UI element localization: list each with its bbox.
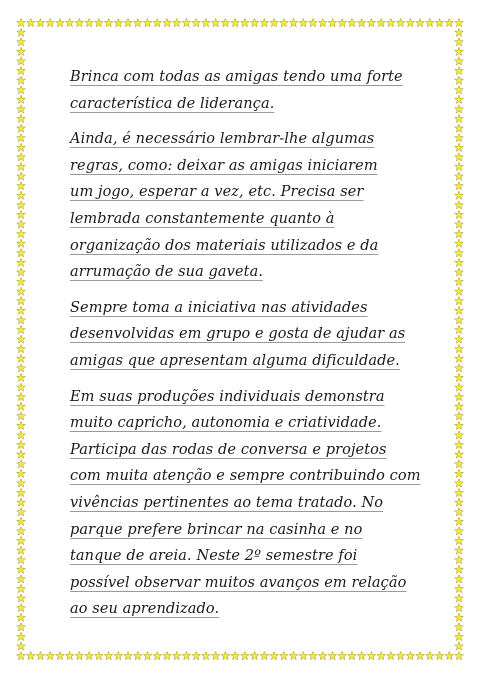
- text-line: com muita atenção e sempre contribuindo com: [70, 468, 421, 485]
- star-icon: [17, 555, 26, 563]
- star-icon: [455, 239, 464, 247]
- star-icon: [94, 18, 103, 26]
- star-icon: [455, 249, 464, 257]
- text-line: amigas que apresentam alguma dificuldade.: [70, 352, 400, 369]
- star-icon: [17, 584, 26, 592]
- star-icon: [386, 18, 395, 26]
- star-icon: [17, 440, 26, 448]
- star-icon: [172, 651, 181, 659]
- star-icon: [231, 18, 240, 26]
- star-icon: [348, 18, 357, 26]
- paragraph-4: [70, 384, 420, 623]
- paragraph-2: [70, 126, 420, 286]
- star-icon: [17, 114, 26, 122]
- star-icon: [17, 66, 26, 74]
- star-icon: [75, 651, 84, 659]
- star-icon: [17, 316, 26, 324]
- star-icon: [455, 546, 464, 554]
- star-icon: [17, 373, 26, 381]
- star-icon: [221, 18, 230, 26]
- star-icon: [17, 402, 26, 410]
- star-icon: [455, 124, 464, 132]
- star-icon: [309, 651, 318, 659]
- star-icon: [455, 603, 464, 611]
- star-icon: [143, 18, 152, 26]
- star-icon: [377, 18, 386, 26]
- star-icon: [17, 517, 26, 525]
- star-icon: [17, 287, 26, 295]
- star-icon: [133, 18, 142, 26]
- star-icon: [270, 18, 279, 26]
- text-line: tanque de areia. Neste 2º semestre foi: [70, 548, 358, 565]
- star-icon: [56, 651, 65, 659]
- star-icon: [17, 575, 26, 583]
- star-icon: [386, 651, 395, 659]
- star-icon: [377, 651, 386, 659]
- star-icon: [250, 651, 259, 659]
- star-icon: [192, 651, 201, 659]
- star-icon: [455, 18, 464, 26]
- star-icon: [182, 651, 191, 659]
- star-icon: [17, 623, 26, 631]
- star-icon: [455, 364, 464, 372]
- star-icon: [455, 479, 464, 487]
- star-icon: [240, 651, 249, 659]
- star-icon: [17, 191, 26, 199]
- text-line: organização dos materiais utilizados e da: [70, 237, 379, 254]
- text-line: possível observar muitos avanços em relação: [70, 574, 407, 591]
- star-icon: [260, 651, 269, 659]
- star-icon: [192, 18, 201, 26]
- star-icon: [348, 651, 357, 659]
- star-icon: [17, 354, 26, 362]
- star-icon: [455, 28, 464, 36]
- star-icon: [153, 18, 162, 26]
- star-icon: [455, 268, 464, 276]
- star-icon: [455, 527, 464, 535]
- star-icon: [455, 306, 464, 314]
- star-icon: [318, 18, 327, 26]
- star-icon: [114, 651, 123, 659]
- star-icon: [211, 651, 220, 659]
- star-icon: [17, 86, 26, 94]
- text-line: um jogo, esperar a vez, etc. Precisa ser: [70, 184, 364, 201]
- star-icon: [17, 229, 26, 237]
- star-icon: [455, 335, 464, 343]
- star-icon: [202, 651, 211, 659]
- star-icon: [455, 316, 464, 324]
- star-icon: [17, 239, 26, 247]
- text-line: característica de liderança.: [70, 95, 275, 112]
- star-icon: [289, 651, 298, 659]
- text-line: ao seu aprendizado.: [70, 601, 220, 618]
- star-icon: [406, 651, 415, 659]
- star-icon: [17, 565, 26, 573]
- star-icon: [17, 344, 26, 352]
- star-icon: [455, 86, 464, 94]
- star-icon: [17, 325, 26, 333]
- star-icon: [17, 479, 26, 487]
- star-icon: [17, 392, 26, 400]
- star-icon: [17, 498, 26, 506]
- star-icon: [455, 220, 464, 228]
- star-icon: [289, 18, 298, 26]
- star-icon: [455, 431, 464, 439]
- star-icon: [455, 258, 464, 266]
- star-icon: [182, 18, 191, 26]
- star-icon: [17, 258, 26, 266]
- star-icon: [56, 18, 65, 26]
- star-icon: [46, 18, 55, 26]
- star-icon: [124, 18, 133, 26]
- star-icon: [85, 18, 94, 26]
- star-icon: [65, 651, 74, 659]
- star-icon: [46, 651, 55, 659]
- star-icon: [17, 105, 26, 113]
- star-icon: [425, 651, 434, 659]
- text-line: desenvolvidas em grupo e gosta de ajudar as: [70, 326, 406, 343]
- star-icon: [455, 555, 464, 563]
- star-icon: [455, 488, 464, 496]
- star-icon: [17, 47, 26, 55]
- star-icon: [455, 565, 464, 573]
- star-icon: [260, 18, 269, 26]
- star-icon: [455, 575, 464, 583]
- star-icon: [163, 651, 172, 659]
- star-icon: [455, 229, 464, 237]
- star-icon: [455, 383, 464, 391]
- star-icon: [455, 133, 464, 141]
- star-icon: [455, 143, 464, 151]
- star-icon: [104, 651, 113, 659]
- star-icon: [455, 536, 464, 544]
- star-icon: [455, 354, 464, 362]
- star-icon: [17, 412, 26, 420]
- star-icon: [338, 651, 347, 659]
- star-icon: [299, 651, 308, 659]
- star-icon: [26, 651, 35, 659]
- star-icon: [17, 162, 26, 170]
- star-icon: [17, 460, 26, 468]
- star-icon: [17, 632, 26, 640]
- star-icon: [455, 642, 464, 650]
- star-icon: [455, 38, 464, 46]
- star-icon: [17, 603, 26, 611]
- star-icon: [17, 133, 26, 141]
- star-icon: [36, 651, 45, 659]
- star-icon: [455, 623, 464, 631]
- star-icon: [17, 38, 26, 46]
- star-icon: [17, 364, 26, 372]
- star-icon: [17, 220, 26, 228]
- star-icon: [17, 210, 26, 218]
- star-icon: [455, 651, 464, 659]
- star-icon: [17, 594, 26, 602]
- star-icon: [221, 651, 230, 659]
- star-icon: [124, 651, 133, 659]
- star-icon: [114, 18, 123, 26]
- star-icon: [133, 651, 142, 659]
- star-icon: [455, 95, 464, 103]
- star-icon: [17, 450, 26, 458]
- star-icon: [455, 613, 464, 621]
- star-icon: [318, 651, 327, 659]
- star-icon: [367, 18, 376, 26]
- star-icon: [357, 651, 366, 659]
- paragraph-1: [70, 64, 420, 117]
- star-icon: [17, 172, 26, 180]
- star-icon: [445, 18, 454, 26]
- star-icon: [455, 287, 464, 295]
- text-line: lembrada constantemente quanto à: [70, 210, 335, 227]
- star-icon: [455, 412, 464, 420]
- star-icon: [455, 498, 464, 506]
- star-icon: [85, 651, 94, 659]
- star-icon: [17, 95, 26, 103]
- star-icon: [202, 18, 211, 26]
- star-icon: [17, 642, 26, 650]
- star-icon: [17, 124, 26, 132]
- star-icon: [455, 47, 464, 55]
- star-icon: [17, 181, 26, 189]
- text-line: Em suas produções individuais demonstra: [70, 388, 385, 405]
- star-icon: [17, 268, 26, 276]
- star-icon: [455, 277, 464, 285]
- star-icon: [338, 18, 347, 26]
- star-icon: [17, 76, 26, 84]
- star-icon: [435, 651, 444, 659]
- star-icon: [104, 18, 113, 26]
- text-line: muito capricho, autonomia e criatividade.: [70, 415, 382, 432]
- star-icon: [65, 18, 74, 26]
- star-icon: [279, 651, 288, 659]
- star-icon: [455, 450, 464, 458]
- star-icon: [455, 460, 464, 468]
- text-line: Ainda, é necessário lembrar-lhe algumas: [70, 131, 375, 148]
- star-icon: [17, 651, 26, 659]
- star-icon: [455, 114, 464, 122]
- star-icon: [75, 18, 84, 26]
- star-icon: [455, 201, 464, 209]
- star-icon: [455, 210, 464, 218]
- star-icon: [153, 651, 162, 659]
- text-line: Brinca com todas as amigas tendo uma forte: [70, 69, 403, 85]
- report-text: [70, 64, 420, 632]
- star-icon: [455, 517, 464, 525]
- star-icon: [455, 66, 464, 74]
- star-icon: [17, 383, 26, 391]
- star-icon: [17, 536, 26, 544]
- star-icon: [17, 297, 26, 305]
- star-icon: [455, 440, 464, 448]
- star-icon: [425, 18, 434, 26]
- paragraph-3: [70, 295, 420, 375]
- star-icon: [455, 632, 464, 640]
- star-icon: [455, 325, 464, 333]
- star-icon: [17, 431, 26, 439]
- star-icon: [17, 153, 26, 161]
- star-icon: [455, 181, 464, 189]
- text-line: Sempre toma a iniciativa nas atividades: [70, 299, 368, 316]
- star-icon: [17, 421, 26, 429]
- text-line: parque prefere brincar na casinha e no: [70, 521, 363, 538]
- star-icon: [416, 651, 425, 659]
- star-icon: [328, 651, 337, 659]
- star-icon: [455, 297, 464, 305]
- star-icon: [17, 527, 26, 535]
- star-icon: [17, 277, 26, 285]
- star-icon: [17, 488, 26, 496]
- star-icon: [455, 594, 464, 602]
- star-icon: [328, 18, 337, 26]
- text-line: vivências pertinentes ao tema tratado. No: [70, 494, 384, 511]
- star-icon: [455, 584, 464, 592]
- star-icon: [143, 651, 152, 659]
- star-icon: [455, 76, 464, 84]
- star-icon: [455, 172, 464, 180]
- star-icon: [455, 57, 464, 65]
- text-line: Participa das rodas de conversa e projetos: [70, 441, 387, 458]
- star-icon: [396, 18, 405, 26]
- star-icon: [455, 153, 464, 161]
- star-icon: [250, 18, 259, 26]
- star-icon: [17, 306, 26, 314]
- star-icon: [416, 18, 425, 26]
- star-icon: [17, 335, 26, 343]
- star-icon: [17, 28, 26, 36]
- star-icon: [17, 546, 26, 554]
- star-icon: [240, 18, 249, 26]
- star-icon: [17, 18, 26, 26]
- star-icon: [94, 651, 103, 659]
- star-icon: [396, 651, 405, 659]
- star-icon: [455, 105, 464, 113]
- star-icon: [36, 18, 45, 26]
- star-icon: [17, 201, 26, 209]
- star-icon: [270, 651, 279, 659]
- star-icon: [17, 469, 26, 477]
- star-icon: [455, 402, 464, 410]
- star-icon: [163, 18, 172, 26]
- star-icon: [455, 508, 464, 516]
- star-icon: [211, 18, 220, 26]
- star-icon: [17, 57, 26, 65]
- star-icon: [455, 373, 464, 381]
- star-icon: [17, 613, 26, 621]
- star-icon: [455, 469, 464, 477]
- star-icon: [445, 651, 454, 659]
- star-icon: [26, 18, 35, 26]
- star-icon: [435, 18, 444, 26]
- text-line: arrumação de sua gaveta.: [70, 264, 264, 281]
- star-icon: [231, 651, 240, 659]
- star-icon: [309, 18, 318, 26]
- star-icon: [279, 18, 288, 26]
- star-icon: [455, 191, 464, 199]
- star-icon: [406, 18, 415, 26]
- star-icon: [455, 162, 464, 170]
- star-icon: [17, 508, 26, 516]
- text-line: regras, como: deixar as amigas iniciarem: [70, 157, 378, 174]
- star-icon: [455, 421, 464, 429]
- star-icon: [367, 651, 376, 659]
- star-icon: [455, 344, 464, 352]
- star-icon: [172, 18, 181, 26]
- star-icon: [357, 18, 366, 26]
- star-icon: [17, 143, 26, 151]
- star-icon: [17, 249, 26, 257]
- star-icon: [455, 392, 464, 400]
- star-icon: [299, 18, 308, 26]
